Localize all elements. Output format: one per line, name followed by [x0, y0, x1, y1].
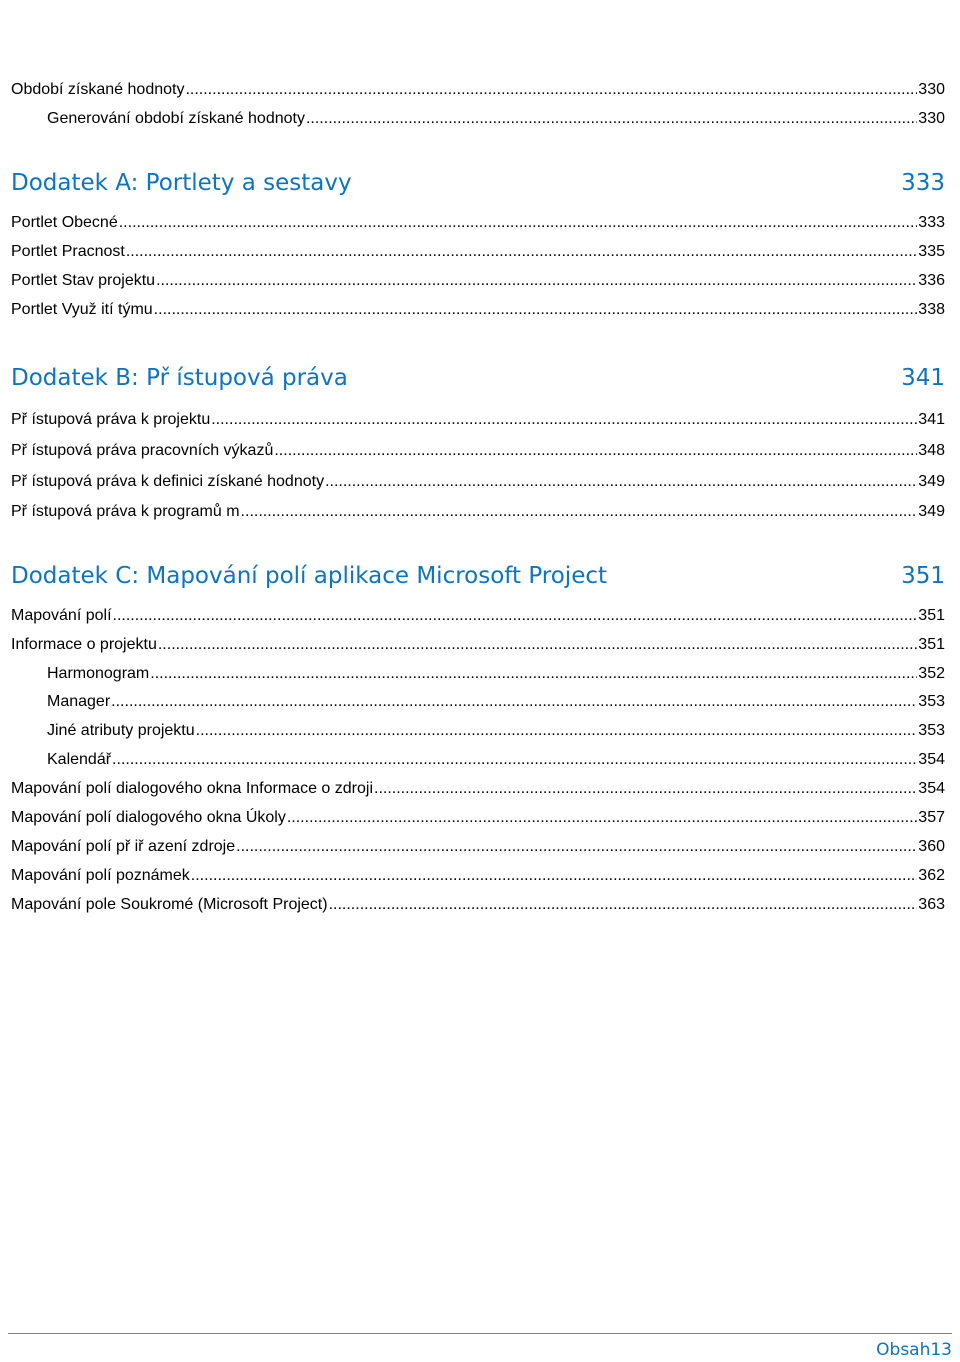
toc-entry-page: 362 [918, 867, 945, 884]
toc-entry[interactable] [11, 635, 945, 655]
toc-entry[interactable] [11, 837, 945, 857]
toc-entry[interactable] [47, 692, 945, 712]
toc-entry-page: 333 [918, 214, 945, 231]
toc-entry[interactable] [11, 271, 945, 291]
toc-chapter-heading[interactable] [11, 363, 945, 393]
toc-entry-title: Období získané hodnoty [11, 81, 185, 98]
dot-leader [191, 866, 918, 886]
toc-entry-title: Př ístupová práva k programů m [11, 503, 240, 520]
dot-leader [156, 271, 917, 291]
toc-entry[interactable] [11, 410, 945, 430]
dot-leader [274, 441, 917, 461]
dot-leader [236, 837, 917, 857]
toc-entry-title: Mapování polí [11, 607, 112, 624]
toc-entry-page: 352 [918, 665, 945, 682]
chapter-title: Dodatek B: Př ístupová práva [11, 365, 348, 391]
dot-leader [154, 300, 918, 320]
dot-leader [150, 664, 917, 684]
toc-entry[interactable] [47, 109, 945, 129]
dot-leader [126, 242, 917, 262]
toc-entry-page: 363 [918, 896, 945, 913]
toc-entry-title: Portlet Obecné [11, 214, 118, 231]
toc-entry-page: 330 [918, 81, 945, 98]
toc-entry-page: 354 [918, 780, 945, 797]
chapter-title: Dodatek C: Mapování polí aplikace Microsoft Project [11, 563, 608, 589]
chapter-title: Dodatek A: Portlety a sestavy [11, 170, 352, 196]
toc-entry-title: Portlet Využ ití týmu [11, 301, 153, 318]
toc-entry-page: 335 [918, 243, 945, 260]
dot-leader [241, 502, 918, 522]
toc-entry-title: Informace o projektu [11, 636, 157, 653]
toc-entry[interactable] [47, 664, 945, 684]
toc-entry[interactable] [11, 441, 945, 461]
toc-entry-page: 354 [918, 751, 945, 768]
toc-entry-title: Mapování pole Soukromé (Microsoft Project) [11, 896, 328, 913]
toc-entry[interactable] [11, 606, 945, 626]
toc-entry-title: Harmonogram [47, 665, 150, 682]
dot-leader [329, 895, 918, 915]
toc-entry-title: Portlet Pracnost [11, 243, 125, 260]
toc-entry-title: Mapování polí dialogového okna Informace o zdroji [11, 780, 373, 797]
toc-entry-page: 338 [918, 301, 945, 318]
toc-entry-title: Mapování polí př iř azení zdroje [11, 838, 236, 855]
toc-entry[interactable] [47, 750, 945, 770]
chapter-page: 333 [901, 170, 945, 196]
dot-leader [196, 721, 918, 741]
toc-chapter-heading[interactable] [11, 168, 945, 198]
footer-divider [8, 1333, 952, 1334]
footer-page-label: Obsah13 [876, 1340, 952, 1360]
toc-entry[interactable] [11, 242, 945, 262]
toc-entry[interactable] [11, 300, 945, 320]
toc-entry-page: 360 [918, 838, 945, 855]
toc-entry-title: Př ístupová práva k projektu [11, 411, 211, 428]
toc-entry[interactable] [47, 721, 945, 741]
chapter-page: 341 [901, 365, 945, 391]
toc-entry-page: 353 [918, 722, 945, 739]
toc-entry-page: 349 [918, 503, 945, 520]
toc-entry-page: 353 [918, 693, 945, 710]
toc-entry-title: Manager [47, 693, 111, 710]
dot-leader [306, 109, 917, 129]
dot-leader [325, 472, 917, 492]
toc-entry[interactable] [11, 895, 945, 915]
toc-entry-page: 348 [918, 442, 945, 459]
toc-entry-title: Mapování polí poznámek [11, 867, 190, 884]
dot-leader [158, 635, 917, 655]
toc-entry[interactable] [11, 472, 945, 492]
toc-entry-page: 349 [918, 473, 945, 490]
toc-entry-title: Kalendář [47, 751, 112, 768]
dot-leader [374, 779, 917, 799]
toc-entry-title: Mapování polí dialogového okna Úkoly [11, 809, 286, 826]
toc-entry[interactable] [11, 502, 945, 522]
dot-leader [185, 80, 917, 100]
toc-entry[interactable] [11, 866, 945, 886]
toc-entry-title: Portlet Stav projektu [11, 272, 156, 289]
toc-entry-page: 330 [918, 110, 945, 127]
toc-entry-page: 341 [918, 411, 945, 428]
toc-entry-title: Generování období získané hodnoty [47, 110, 305, 127]
toc-chapter-heading[interactable] [11, 561, 945, 591]
dot-leader [211, 410, 917, 430]
toc-entry-page: 336 [918, 272, 945, 289]
dot-leader [111, 692, 917, 712]
chapter-page: 351 [901, 563, 945, 589]
toc-entry-page: 351 [918, 607, 945, 624]
toc-entry[interactable] [11, 213, 945, 233]
toc-entry-title: Př ístupová práva k definici získané hodnoty [11, 473, 325, 490]
dot-leader [112, 750, 917, 770]
toc-entry-title: Jiné atributy projektu [47, 722, 195, 739]
toc-entry-page: 351 [918, 636, 945, 653]
toc-entry[interactable] [11, 80, 945, 100]
toc-entry-title: Př ístupová práva pracovních výkazů [11, 442, 274, 459]
toc-entry[interactable] [11, 779, 945, 799]
toc-entry-page: 357 [918, 809, 945, 826]
dot-leader [119, 213, 918, 233]
dot-leader [113, 606, 918, 626]
dot-leader [287, 808, 917, 828]
toc-entry[interactable] [11, 808, 945, 828]
